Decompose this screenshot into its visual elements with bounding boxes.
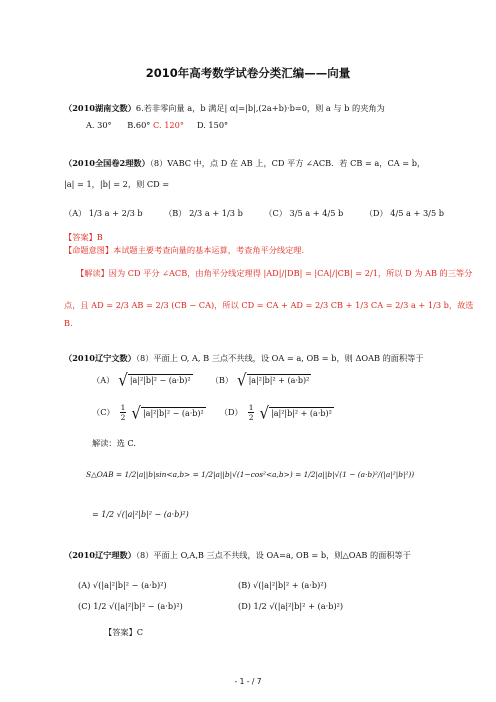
q2-stem-line1 [64, 158, 425, 169]
q1-stem [64, 103, 385, 114]
q2-option-b: （B） 2/3 a + 1/3 b [164, 208, 243, 218]
q2-option-a: （A） 1/3 a + 2/3 b [64, 208, 143, 218]
q2-line1: （8）VABC 中，点 D 在 AB 上，CD 平方 ∠ACB．若 CB = a，CA = b， [149, 158, 426, 168]
q3-option-b: |a|²|b|² + (a·b)² [248, 376, 310, 385]
q3-options-row1 [92, 370, 311, 390]
q4-answer: 【答案】C [104, 627, 144, 637]
q3-option-d-label: （D） [219, 407, 243, 417]
q3-formula-line1: S△OAB = 1/2|a||b|sin<a,b> = 1/2|a||b|√(1−cos²<a,b>) = 1/2|a||b|√(1 − (a·b)²/(|a|²|b|²)) [86, 470, 415, 479]
q1-option-d: D. 150° [196, 120, 229, 130]
q3-option-a: |a|²|b|² − (a·b)² [129, 376, 191, 385]
q2-explanation-line1 [76, 268, 472, 279]
q3-stem [64, 353, 424, 364]
q3-option-b-radical: √ |a|²|b|² + (a·b)² [237, 370, 310, 390]
q4-stem [64, 550, 411, 561]
q1-option-a: A. 30° [86, 120, 112, 130]
q1-options [86, 120, 228, 130]
q2-explanation-label: 【解读】 [76, 268, 109, 278]
q3-source-tag: （2010辽宁文数） [64, 353, 136, 363]
q2-explanation-line2: 点，且 AD = 2/3 AB = 2/3 (CB − CA)，所以 CD = CA + AD = 2/3 CB + 1/3 CA = 2/3 a + 1/3 b，故选 [64, 300, 474, 310]
q3-option-a-radical: √ |a|²|b|² − (a·b)² [118, 370, 191, 390]
q2-explanation-text1: 因为 CD 平分 ∠ACB，由角平分线定理得 |AD|/|DB| = |CA|/|CB| = 2/1，所以 D 为 AB 的三等分 [108, 268, 473, 278]
q4-source-tag: （2010辽宁理数） [64, 550, 136, 560]
q2-answer: 【答案】B [64, 232, 103, 242]
q1-option-b: B.60° [127, 120, 151, 130]
q2-intent [64, 245, 304, 256]
q3-option-a-label: （A） [92, 374, 115, 385]
page-number: - 1 - / 7 [234, 677, 262, 686]
q4-option-c: (C) 1/2 √(|a|²|b|² − (a·b)²) [78, 601, 183, 611]
q3-options-row2: （C） $\frac{1}{2}$ √ |a|²|b|² − (a·b)² （D） $\frac{1}{2}$ √ |a|²|b|² + (a·b)² [92, 402, 332, 423]
q2-source-tag: （2010全国卷2理数） [64, 158, 150, 168]
q2-explanation-line3: B. [64, 318, 73, 328]
q3-option-d-radical: √ |a|²|b|² + (a·b)² [259, 402, 332, 423]
q4-option-b: (B) √(|a|²|b|² + (a·b)²) [238, 580, 327, 590]
q2-line2: |a| = 1，|b| = 2，则 CD = [64, 179, 170, 189]
q2-option-c: （C） 3/5 a + 4/5 b [264, 208, 344, 218]
q3-formula-line2: = 1/2 √(|a|²|b|² − (a·b)²) [92, 510, 189, 519]
q1-text: 6.若非零向量 a，b 满足| α|=|b|,(2a+b)·b=0，则 a 与 b 的夹角为 [135, 103, 385, 113]
q2-intent-text: 本试题主要考查向量的基本运算，考查角平分线定理. [113, 245, 305, 255]
q3-option-c-radical: √ |a|²|b|² − (a·b)² [131, 402, 204, 423]
q4-text: （8）平面上 O,A,B 三点不共线，设 OA=a, OB = b，则△OAB 的面积等于 [135, 550, 411, 560]
q2-option-d: （D） 4/5 a + 3/5 b [364, 208, 444, 218]
q3-option-c: |a|²|b|² − (a·b)² [142, 408, 204, 418]
q3-solution: 解读：选 C. [92, 438, 136, 448]
q2-intent-label: 【命题意图】 [64, 245, 114, 255]
q1-option-c: C. 120° [153, 120, 184, 130]
page-title: 2010年高考数学试卷分类汇编——向量 [145, 66, 351, 80]
q3-option-d: |a|²|b|² + (a·b)² [271, 408, 332, 418]
q3-text: （8）平面上 O, A, B 三点不共线，设 OA = a, OB = b，则 ΔOAB 的面积等于 [135, 353, 424, 363]
q4-option-a: (A) √(|a|²|b|² − (a·b)²) [78, 580, 167, 590]
q3-option-c-label: （C） [92, 407, 115, 417]
q4-option-d: (D) 1/2 √(|a|²|b|² + (a·b)²) [238, 601, 344, 611]
q1-source-tag: （2010湖南文数） [64, 103, 136, 113]
q2-options [64, 208, 444, 219]
q3-option-b-label: （B） [210, 374, 234, 385]
